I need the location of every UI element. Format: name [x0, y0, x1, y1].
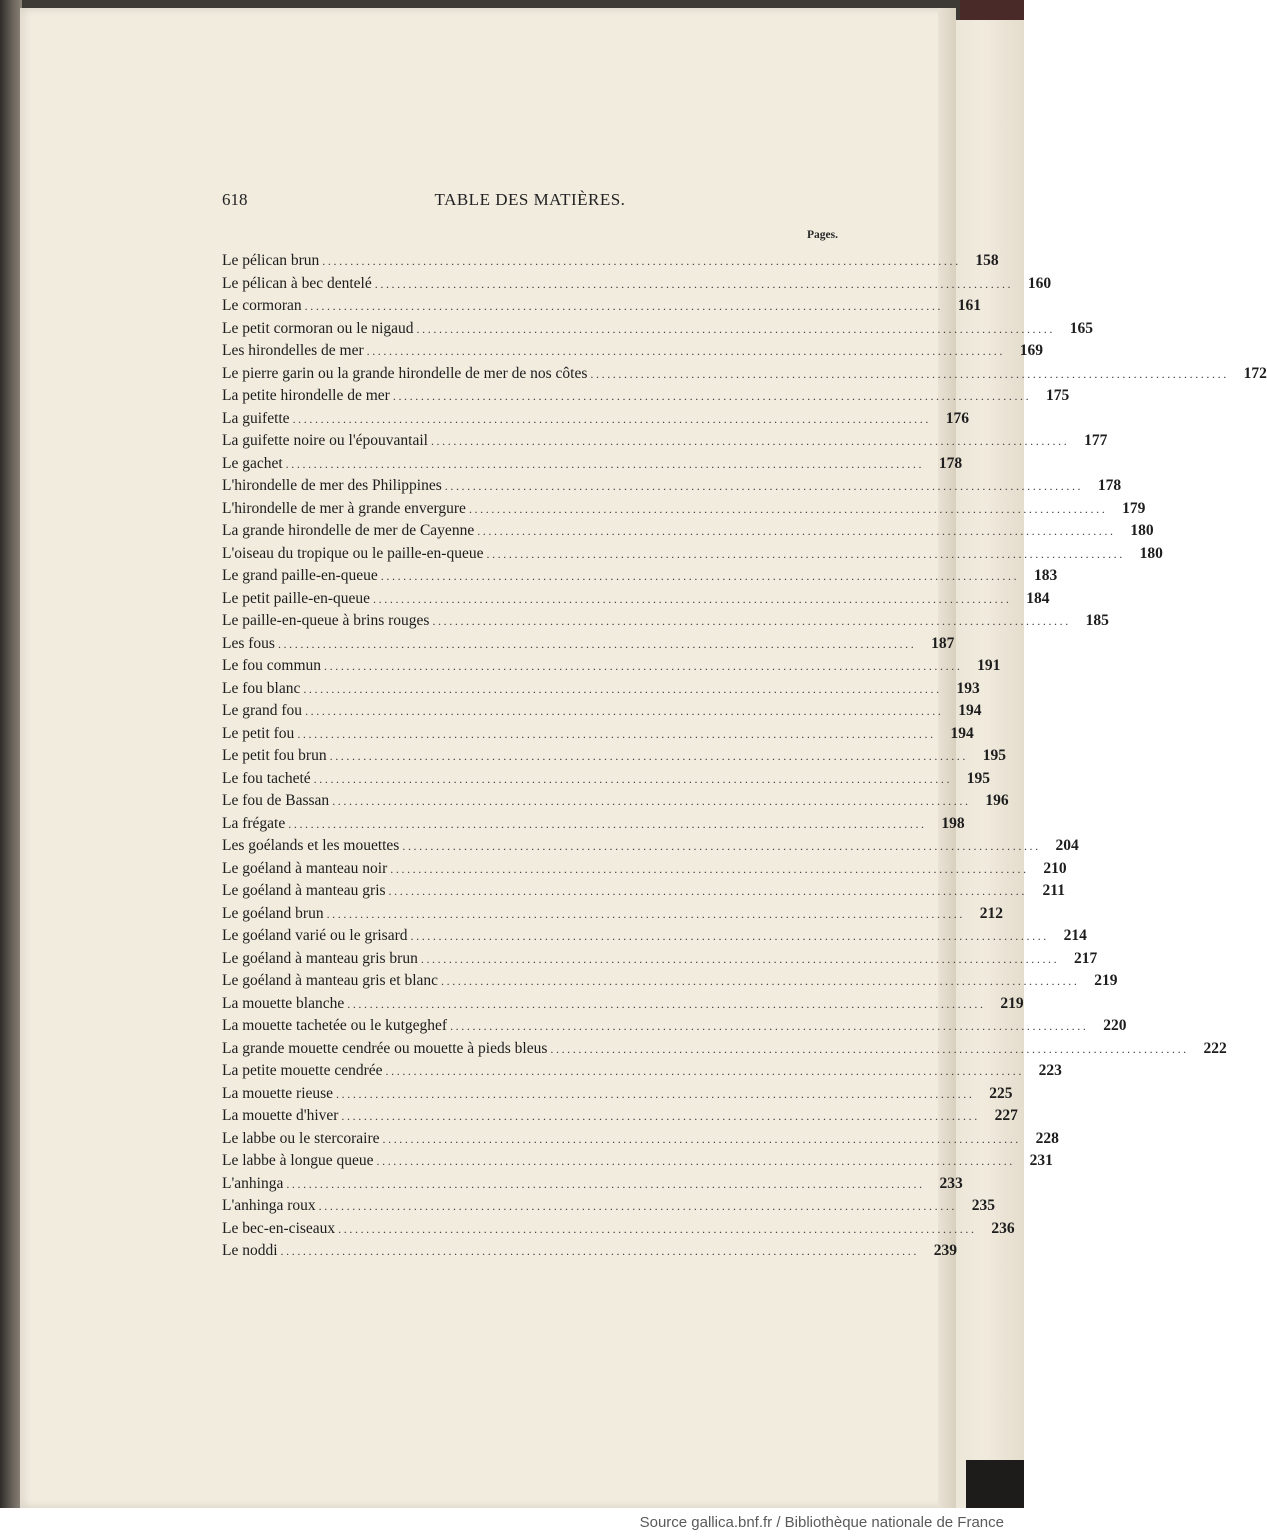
dot-leader: ..................................................................................................................	[326, 906, 965, 921]
toc-entry	[222, 498, 1146, 521]
toc-entry-page: 223	[1038, 1062, 1062, 1079]
toc-entry-page: 220	[1103, 1017, 1127, 1034]
toc-entry	[222, 250, 999, 273]
toc-entry-page: 194	[950, 724, 974, 742]
toc-entry-title: Les hirondelles de mer	[222, 342, 364, 359]
toc-entry	[222, 1195, 996, 1218]
toc-entry-title: L'anhinga	[222, 1174, 284, 1192]
toc-entry-page: 177	[1084, 432, 1108, 449]
dot-leader: ..................................................................................................................	[432, 614, 1071, 628]
toc-entry	[222, 745, 1007, 768]
toc-entry	[222, 790, 1009, 813]
toc-entry	[222, 565, 1058, 588]
toc-entry-page: 219	[1094, 972, 1118, 989]
toc-entry-page: 210	[1043, 859, 1067, 877]
dot-leader: ..................................................................................................................	[324, 659, 963, 673]
toc-entry-page: 211	[1042, 882, 1065, 899]
toc-entry-title: Le paille-en-queue à brins rouges	[222, 612, 430, 629]
toc-entry-title: L'hirondelle de mer des Philippines	[222, 477, 442, 494]
toc-entry-title: Le fou de Bassan	[222, 792, 330, 809]
toc-entry	[222, 273, 1052, 296]
toc-entry-page: 172	[1243, 364, 1267, 382]
toc-entry-title: Le goéland à manteau gris et blanc	[222, 972, 439, 989]
dot-leader: ..................................................................................................................	[292, 411, 931, 426]
toc-entry-title: Le pélican à bec dentelé	[222, 274, 372, 292]
dot-leader: ..................................................................................................................	[305, 704, 944, 718]
toc-entry-title: Les fous	[222, 634, 275, 652]
dot-leader: ..................................................................................................................	[288, 816, 927, 831]
toc-entry-title: La guifette noire ou l'épouvantail	[222, 432, 428, 449]
toc-entry-title: Le bec-en-ciseaux	[222, 1219, 336, 1237]
toc-entry-page: 165	[1069, 319, 1093, 337]
toc-entry-page: 160	[1027, 274, 1052, 292]
toc-entry	[222, 295, 982, 318]
dot-leader: ..................................................................................................................	[410, 929, 1049, 943]
dot-leader: ..................................................................................................................	[280, 1244, 919, 1258]
toc-entry-title: Le pierre garin ou la grande hirondelle de mer de nos côtes	[222, 364, 588, 382]
dot-leader: ..................................................................................................................	[322, 254, 961, 268]
toc-entry-title: Le grand paille-en-queue	[222, 567, 378, 584]
dot-leader: ..................................................................................................................	[388, 884, 1027, 898]
page-number: 618	[222, 190, 248, 209]
dot-leader: ..................................................................................................................	[277, 636, 917, 651]
toc-entry-title: Le noddi	[222, 1242, 278, 1259]
toc-entry-title: Les goélands et les mouettes	[222, 837, 400, 854]
toc-entry	[222, 1240, 957, 1263]
dot-leader: ..................................................................................................................	[392, 389, 1032, 403]
toc-entry-title: La mouette d'hiver	[222, 1107, 339, 1124]
binding-corner	[960, 0, 1024, 22]
toc-entry	[222, 678, 980, 701]
toc-entry-title: Le cormoran	[222, 297, 302, 314]
dot-leader: ..................................................................................................................	[329, 749, 969, 763]
toc-entry	[222, 925, 1087, 948]
toc-entry-title: L'oiseau du tropique ou le paille-en-queue	[222, 544, 484, 562]
toc-entry-page: 217	[1074, 949, 1098, 967]
dot-leader: ..................................................................................................................	[385, 1064, 1024, 1078]
toc-entry-page: 233	[939, 1174, 963, 1192]
toc-entry-page: 193	[956, 679, 980, 697]
toc-entry	[222, 993, 1024, 1016]
toc-entry	[222, 408, 969, 431]
toc-entry-title: Le goéland à manteau noir	[222, 859, 388, 877]
toc-entry	[222, 835, 1079, 858]
binding-corner-bottom	[966, 1460, 1024, 1508]
source-credit: Source gallica.bnf.fr / Bibliothèque nationale de France	[639, 1514, 1004, 1531]
dot-leader: ..................................................................................................................	[550, 1041, 1189, 1056]
toc-entry-page: 169	[1019, 342, 1044, 359]
dot-leader: ..................................................................................................................	[313, 771, 953, 786]
dot-leader: ..................................................................................................................	[366, 344, 1006, 358]
toc-entry-title: La petite hirondelle de mer	[222, 387, 390, 404]
toc-entry	[222, 1218, 1015, 1241]
dot-leader: ..................................................................................................................	[318, 1199, 958, 1213]
dot-leader: ..................................................................................................................	[341, 1109, 980, 1123]
dot-leader: ..................................................................................................................	[382, 1131, 1021, 1146]
dot-leader: ..................................................................................................................	[444, 479, 1084, 493]
dot-leader: ..................................................................................................................	[336, 1086, 975, 1101]
toc-entry	[222, 723, 974, 746]
toc-entry-title: Le petit cormoran ou le nigaud	[222, 319, 414, 337]
toc-entry-page: 239	[933, 1242, 957, 1259]
toc-entry-page: 227	[994, 1107, 1018, 1124]
toc-entry	[222, 1128, 1059, 1151]
toc-entry-title: La mouette tachetée ou le kutgeghef	[222, 1017, 448, 1034]
toc-entry	[222, 385, 1070, 408]
toc-entry	[222, 903, 1003, 926]
toc-entry-page: 219	[1000, 994, 1024, 1012]
toc-entry-page: 176	[945, 409, 969, 427]
toc-entry-page: 204	[1055, 837, 1079, 854]
dot-leader: ..................................................................................................................	[380, 569, 1020, 583]
dot-leader: ..................................................................................................................	[303, 681, 942, 696]
toc-entry	[222, 340, 1044, 363]
toc-entry-page: 194	[958, 702, 982, 719]
toc-entry-title: La grande hirondelle de mer de Cayenne	[222, 522, 475, 539]
toc-entry-page: 196	[985, 792, 1009, 809]
toc-entry	[222, 948, 1098, 971]
toc-entry	[222, 363, 1267, 386]
toc-entry	[222, 880, 1065, 903]
toc-entry-page: 225	[989, 1084, 1013, 1102]
toc-entry-page: 178	[1097, 477, 1122, 494]
toc-entry-page: 158	[975, 252, 999, 269]
toc-entry	[222, 520, 1154, 543]
dot-leader: ..................................................................................................................	[590, 366, 1229, 381]
page-header	[222, 190, 838, 214]
toc-entry	[222, 475, 1122, 498]
toc-entry	[222, 1038, 1227, 1061]
toc-entry-title: Le labbe à longue queue	[222, 1152, 374, 1169]
toc-entry	[222, 1060, 1062, 1083]
dot-leader: ..................................................................................................................	[468, 501, 1108, 516]
dot-leader: ..................................................................................................................	[402, 839, 1041, 853]
toc-entry-page: 222	[1203, 1039, 1227, 1057]
toc-entry-page: 228	[1035, 1129, 1059, 1147]
dot-leader: ..................................................................................................................	[486, 546, 1125, 561]
toc-entry-title: Le petit fou brun	[222, 747, 327, 764]
pages-column-label: Pages.	[807, 229, 838, 241]
toc-entry-title: Le gachet	[222, 454, 283, 472]
toc-entry-title: Le fou blanc	[222, 679, 301, 697]
toc-entry-title: Le petit paille-en-queue	[222, 589, 371, 607]
toc-entry-title: Le fou tacheté	[222, 769, 311, 787]
table-of-contents	[222, 250, 1267, 1263]
toc-entry-page: 185	[1085, 612, 1109, 629]
toc-entry-page: 178	[938, 454, 963, 472]
toc-entry	[222, 700, 982, 723]
toc-entry	[222, 1015, 1127, 1038]
toc-entry	[222, 813, 965, 836]
dot-leader: ..................................................................................................................	[416, 321, 1055, 336]
toc-entry	[222, 453, 963, 476]
toc-entry-page: 212	[979, 904, 1003, 922]
dot-leader: ..................................................................................................................	[285, 456, 925, 471]
toc-entry	[222, 1173, 963, 1196]
toc-entry-page: 183	[1033, 567, 1058, 584]
toc-entry	[222, 610, 1109, 633]
toc-entry-title: Le grand fou	[222, 702, 303, 719]
dot-leader: ..................................................................................................................	[304, 299, 944, 313]
dot-leader: ..................................................................................................................	[347, 996, 986, 1011]
toc-entry-title: Le goéland brun	[222, 904, 324, 922]
toc-entry-page: 195	[966, 769, 991, 787]
toc-entry-page: 180	[1139, 544, 1163, 562]
toc-entry-title: La grande mouette cendrée ou mouette à pieds bleus	[222, 1039, 548, 1057]
toc-entry-title: Le labbe ou le stercoraire	[222, 1129, 380, 1147]
toc-entry-title: Le goéland à manteau gris brun	[222, 949, 418, 967]
toc-entry-title: Le pélican brun	[222, 252, 320, 269]
toc-entry-page: 198	[941, 814, 965, 832]
toc-entry-page: 180	[1130, 522, 1154, 539]
dot-leader: ..................................................................................................................	[441, 974, 1080, 988]
toc-entry-page: 214	[1063, 927, 1087, 944]
toc-entry-title: Le goéland varié ou le grisard	[222, 927, 408, 944]
dot-leader: ..................................................................................................................	[373, 591, 1012, 606]
dot-leader: ..................................................................................................................	[390, 861, 1029, 876]
toc-entry-title: La mouette rieuse	[222, 1084, 334, 1102]
dot-leader: ..................................................................................................................	[450, 1019, 1089, 1033]
toc-entry-page: 184	[1026, 589, 1050, 607]
toc-entry-title: Le fou commun	[222, 657, 322, 674]
toc-entry	[222, 1150, 1053, 1173]
dot-leader: ..................................................................................................................	[338, 1221, 977, 1236]
toc-entry	[222, 1105, 1018, 1128]
toc-entry-page: 187	[931, 634, 955, 652]
toc-entry	[222, 318, 1093, 341]
running-title: TABLE DES MATIÈRES.	[434, 190, 626, 209]
dot-leader: ..................................................................................................................	[477, 524, 1116, 538]
dot-leader: ..................................................................................................................	[286, 1176, 925, 1191]
toc-entry-title: La mouette blanche	[222, 994, 345, 1012]
toc-entry-page: 161	[957, 297, 982, 314]
dot-leader: ..................................................................................................................	[376, 1154, 1015, 1168]
toc-entry	[222, 768, 991, 791]
toc-entry-title: Le petit fou	[222, 724, 295, 742]
dot-leader: ..................................................................................................................	[332, 794, 971, 808]
toc-entry-page: 195	[982, 747, 1007, 764]
dot-leader: ..................................................................................................................	[420, 951, 1060, 966]
toc-entry	[222, 970, 1118, 993]
toc-entry-page: 236	[991, 1219, 1015, 1237]
toc-entry	[222, 430, 1108, 453]
toc-entry-title: La petite mouette cendrée	[222, 1062, 383, 1079]
toc-entry-title: La guifette	[222, 409, 290, 427]
toc-entry-title: L'hirondelle de mer à grande envergure	[222, 499, 466, 517]
footer	[0, 1508, 1024, 1536]
toc-entry-page: 191	[977, 657, 1001, 674]
book-edge-left	[0, 0, 22, 1508]
toc-entry	[222, 655, 1001, 678]
toc-entry-page: 175	[1046, 387, 1070, 404]
toc-entry-page: 179	[1122, 499, 1146, 517]
toc-entry-page: 235	[971, 1197, 996, 1214]
toc-entry	[222, 588, 1050, 611]
toc-entry	[222, 858, 1067, 881]
dot-leader: ..................................................................................................................	[430, 434, 1070, 448]
toc-entry-title: Le goéland à manteau gris	[222, 882, 386, 899]
dot-leader: ..................................................................................................................	[374, 276, 1014, 291]
toc-entry	[222, 543, 1163, 566]
toc-entry-title: L'anhinga roux	[222, 1197, 316, 1214]
toc-entry	[222, 1083, 1013, 1106]
dot-leader: ..................................................................................................................	[297, 726, 936, 741]
toc-entry-title: La frégate	[222, 814, 286, 832]
toc-entry	[222, 633, 955, 656]
toc-entry-page: 231	[1029, 1152, 1053, 1169]
